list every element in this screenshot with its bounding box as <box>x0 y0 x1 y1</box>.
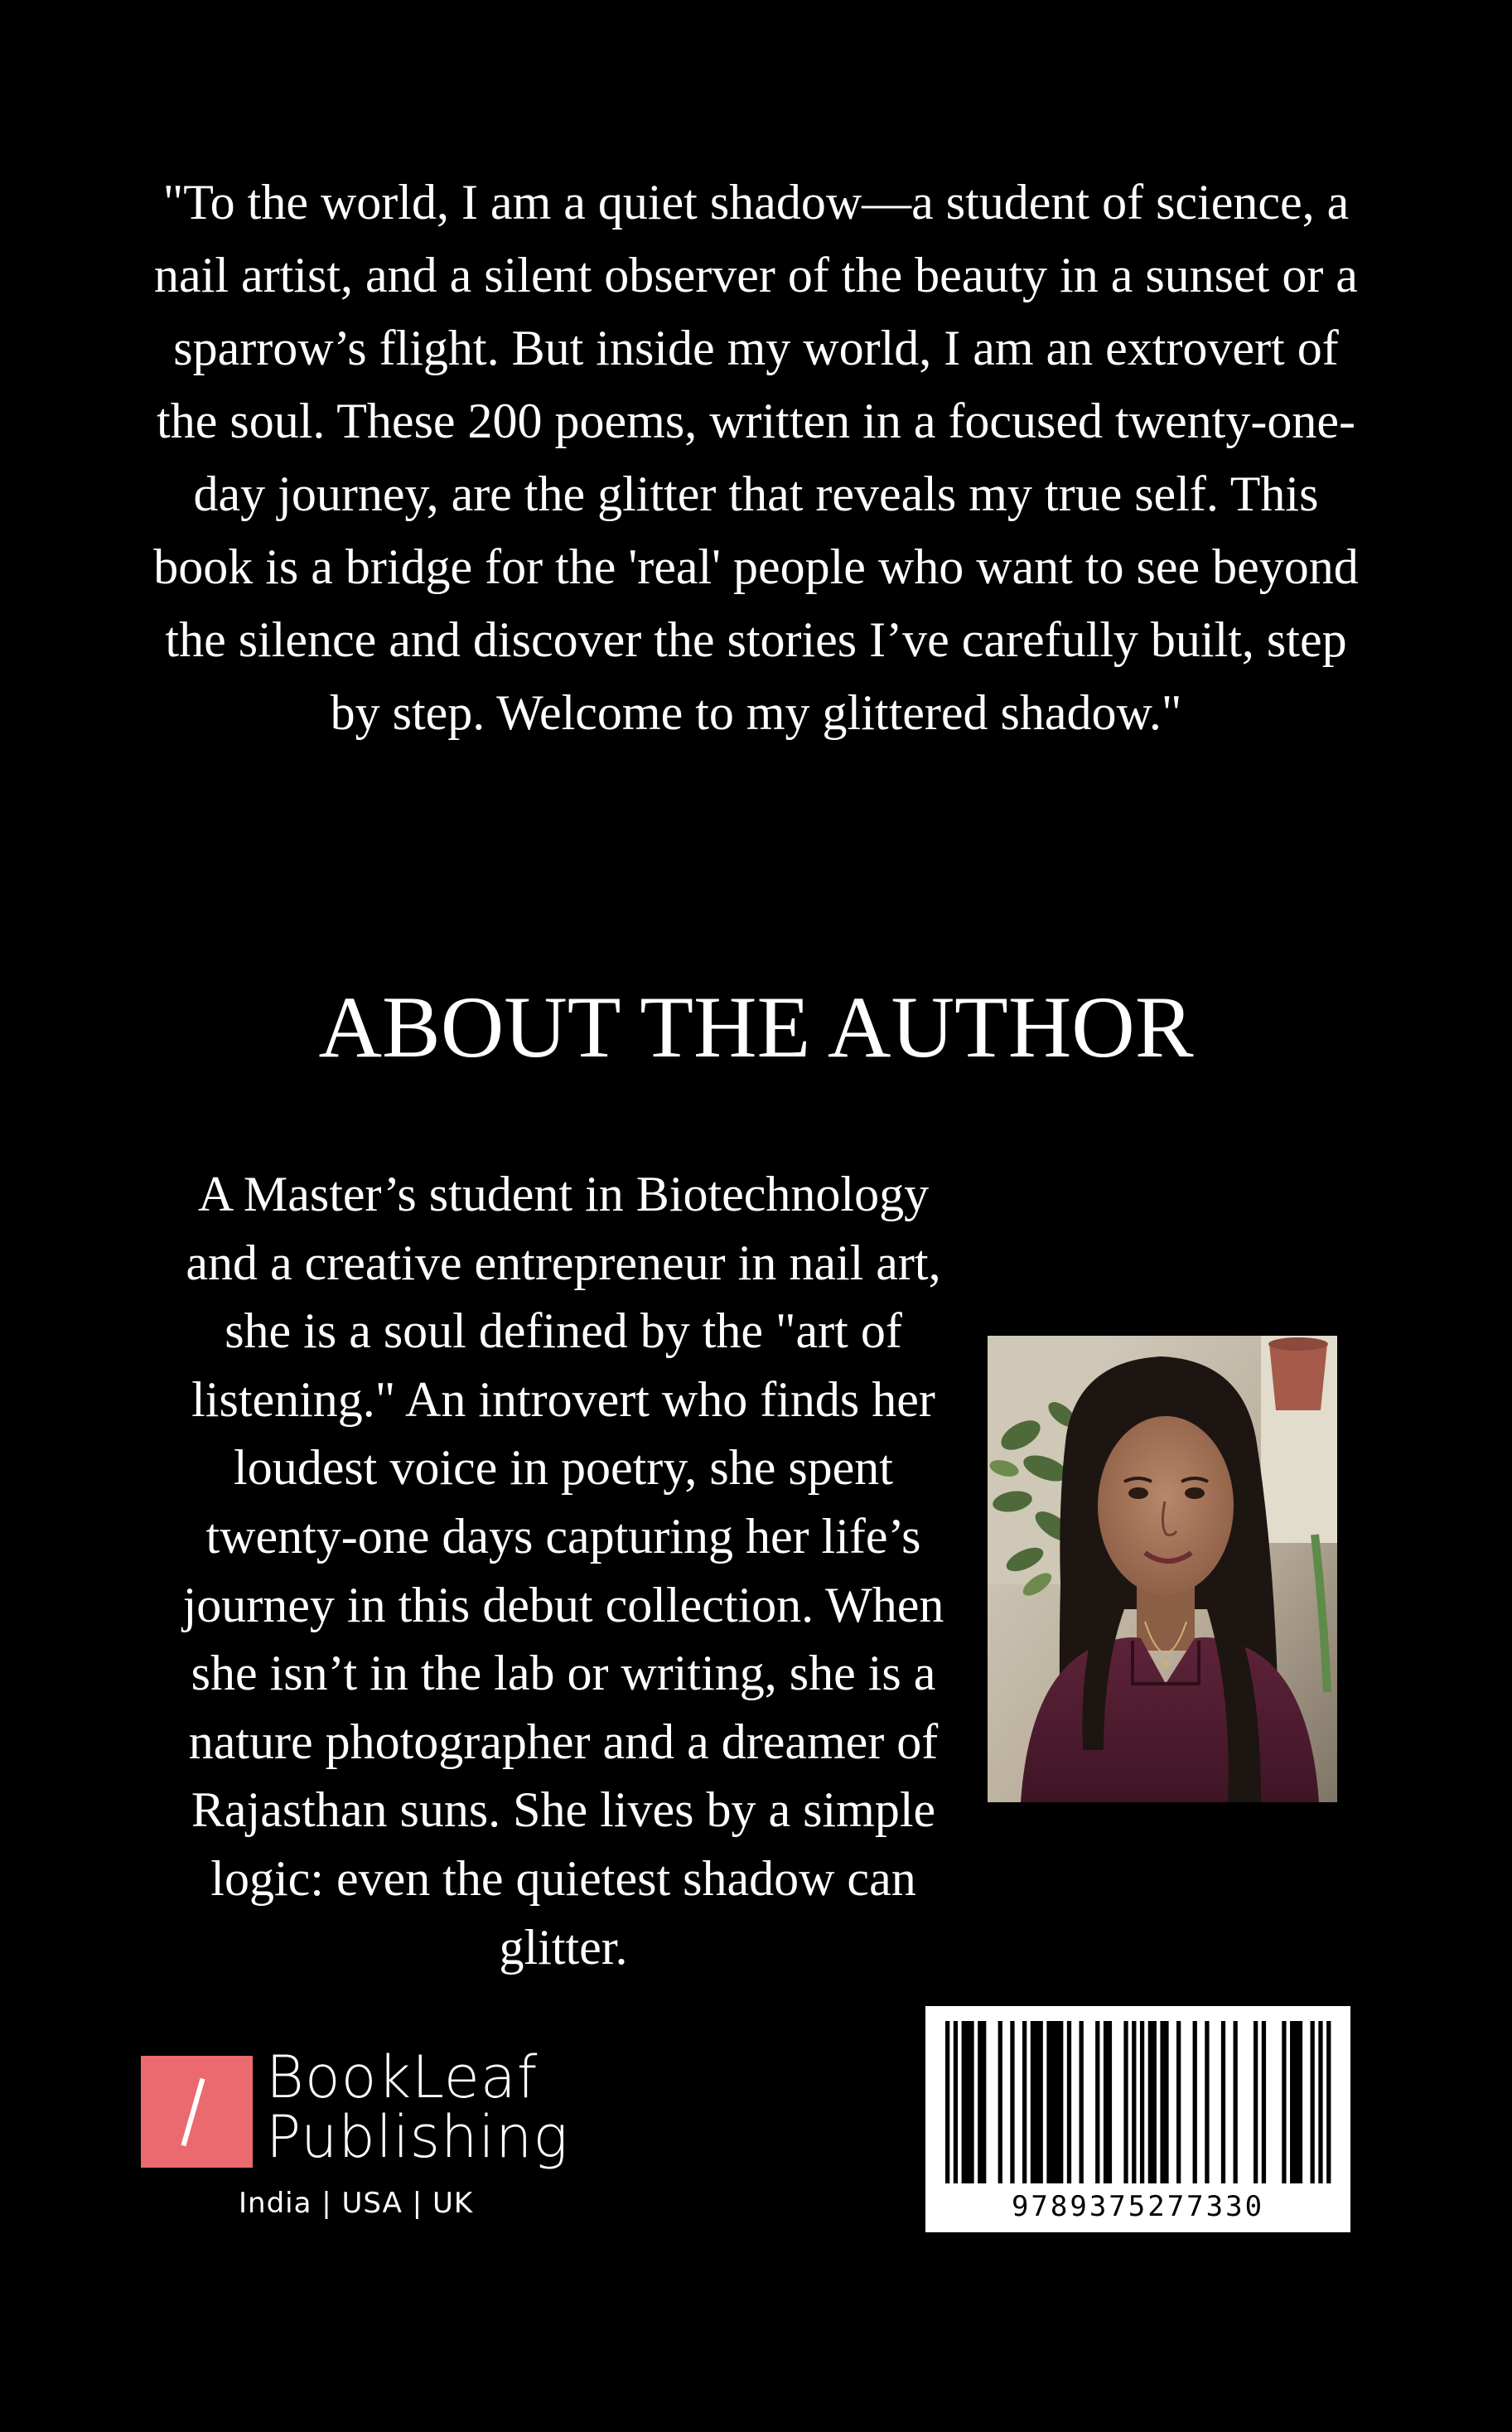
barcode-bar <box>1148 2021 1152 2183</box>
barcode-bar <box>998 2021 1002 2183</box>
barcode-bar <box>1051 2021 1055 2183</box>
barcode-bar <box>1262 2021 1266 2183</box>
barcode-bar <box>1035 2021 1039 2183</box>
barcode-bar <box>1193 2021 1197 2183</box>
slash-stroke <box>181 2078 205 2146</box>
barcode-bar <box>1234 2021 1238 2183</box>
barcode-bar <box>1046 2021 1051 2183</box>
barcode-bar <box>1294 2021 1298 2183</box>
barcode-bar <box>982 2021 986 2183</box>
barcode-bar <box>962 2021 966 2183</box>
barcode-bar <box>1039 2021 1043 2183</box>
barcode-bar <box>945 2021 949 2183</box>
barcode-bar <box>1132 2021 1136 2183</box>
barcode-bar <box>1290 2021 1294 2183</box>
isbn-number: 9789375277330 <box>1011 2190 1265 2223</box>
barcode-bar <box>965 2021 969 2183</box>
barcode-bar <box>1067 2021 1071 2183</box>
barcode-bar <box>1031 2021 1035 2183</box>
publisher-name-line1: BookLeaf <box>266 2043 539 2111</box>
barcode-bar <box>1022 2021 1027 2183</box>
barcode-bar <box>1318 2021 1322 2183</box>
barcode-bar <box>1160 2021 1164 2183</box>
author-photo-illustration <box>988 1336 1337 1802</box>
publisher-name-line2: Publishing <box>266 2103 569 2171</box>
about-author-heading: ABOUT THE AUTHOR <box>318 979 1194 1076</box>
barcode-bar <box>1221 2021 1225 2183</box>
barcode-bar <box>1140 2021 1144 2183</box>
publisher-logo <box>141 2043 572 2236</box>
barcode-bar <box>1010 2021 1014 2183</box>
barcode-bar <box>1055 2021 1059 2183</box>
barcode-bar <box>1298 2021 1302 2183</box>
barcode-bar <box>969 2021 973 2183</box>
barcode-bar <box>1152 2021 1157 2183</box>
barcode-bar <box>1205 2021 1209 2183</box>
barcode-bar <box>1123 2021 1128 2183</box>
barcode-bar <box>1254 2021 1258 2183</box>
barcode-bar <box>1311 2021 1315 2183</box>
barcode-bar <box>1326 2021 1331 2183</box>
barcode-bar <box>954 2021 958 2183</box>
barcode-bar <box>1164 2021 1168 2183</box>
barcode-bar <box>1080 2021 1084 2183</box>
barcode-bar <box>1176 2021 1181 2183</box>
slash-icon <box>141 2056 253 2168</box>
author-bio: A Master’s student in Biotechnology and a creative entrepreneur in nail art, she is a soul defined by the "art of listening." An introvert who finds her loudest voice in poetry, she spent twenty-one days capturing her life’s journey in this debut collection. When she isn’t in the lab or writing, she is a nature photographer and a dreamer of Rajasthan suns. She lives by a simple logic: even the quietest shadow can glitter. <box>182 1167 944 1975</box>
blurb-quote: "To the world, I am a quiet shadow—a student of science, a nail artist, and a silent observer of the beauty in a sunset or a sparrow’s flight. But inside my world, I am an extrovert of the soul. These 200 poems, written in a focused twenty-one-day journey, are the glitter that reveals my true self. This book is a bridge for the 'real' people who want to see beyond the silence and discover the stories I’ve carefully built, step by step. Welcome to my glittered shadow." <box>153 175 1359 740</box>
publisher-regions: India | USA | UK <box>239 2187 474 2220</box>
barcode-bar <box>1059 2021 1063 2183</box>
barcode-bar <box>1104 2021 1108 2183</box>
barcode-bar <box>1095 2021 1099 2183</box>
barcode-bar <box>1108 2021 1112 2183</box>
barcode-bar <box>1282 2021 1286 2183</box>
barcode-bar <box>978 2021 982 2183</box>
author-photo <box>988 1336 1337 1802</box>
isbn-barcode <box>925 2006 1350 2232</box>
